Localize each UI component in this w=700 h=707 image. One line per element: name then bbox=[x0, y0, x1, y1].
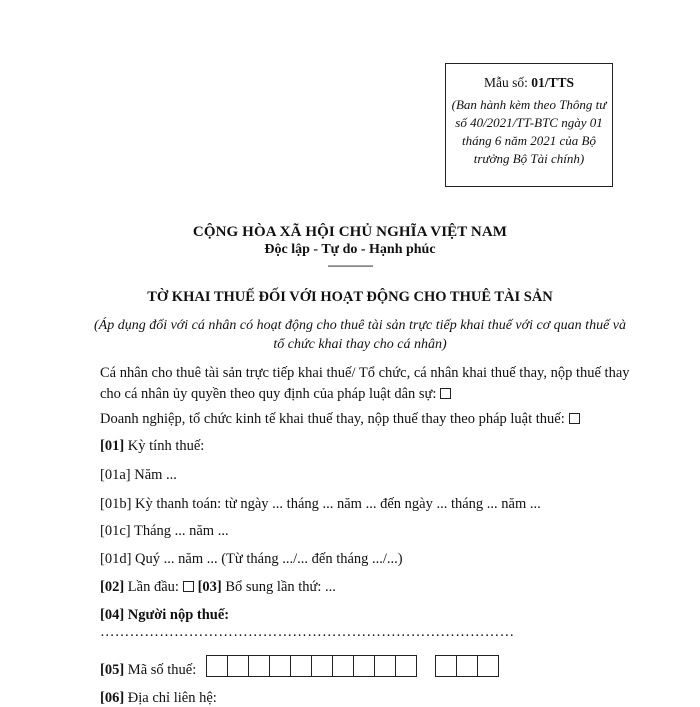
option-individual-label: Cá nhân cho thuê tài sản trực tiếp khai thuế/ Tổ chức, cá nhân khai thuế thay, nộp thuế thay cho cá nhân ủy quyền theo quy định của pháp luật dân sự: bbox=[100, 365, 630, 402]
field-03-label: Bổ sung lần thứ: ... bbox=[221, 579, 336, 595]
field-01b: [01b] Kỳ thanh toán: từ ngày ... tháng ... năm ... đến ngày ... tháng ... năm ... bbox=[100, 496, 541, 512]
checkbox-individual[interactable] bbox=[440, 388, 451, 399]
tax-code-cell[interactable] bbox=[269, 655, 291, 677]
field-06 bbox=[100, 690, 217, 707]
field-01-code: [01] bbox=[100, 438, 125, 454]
tax-code-cell[interactable] bbox=[227, 655, 249, 677]
option-enterprise-label: Doanh nghiệp, tổ chức kinh tế khai thuế thay, nộp thuế thay theo pháp luật thuế: bbox=[100, 411, 565, 427]
field-02-03 bbox=[100, 579, 336, 596]
field-04-code: [04] bbox=[100, 607, 125, 623]
field-01d: [01d] Quý ... năm ... (Từ tháng .../... đến tháng .../...) bbox=[100, 551, 403, 567]
field-06-label: Địa chỉ liên hệ: bbox=[124, 690, 217, 706]
document-subtitle: (Áp dụng đối với cá nhân có hoạt động cho thuê tài sản trực tiếp khai thuế với cơ quan thuế và tổ chức khai thay cho cá nhân) bbox=[93, 318, 626, 352]
checkbox-enterprise[interactable] bbox=[569, 413, 580, 424]
field-01-label: Kỳ tính thuế: bbox=[124, 438, 205, 454]
form-code-box bbox=[445, 63, 613, 187]
field-05 bbox=[100, 662, 196, 679]
tax-code-cell[interactable] bbox=[290, 655, 312, 677]
tax-code-cell[interactable] bbox=[395, 655, 417, 677]
tax-code-cell[interactable] bbox=[206, 655, 228, 677]
option-enterprise bbox=[100, 409, 640, 430]
option-individual bbox=[100, 363, 640, 405]
form-code bbox=[446, 74, 612, 92]
field-01c: [01c] Tháng ... năm ... bbox=[100, 523, 229, 539]
tax-code-cell[interactable] bbox=[332, 655, 354, 677]
taxpayer-name-dots[interactable]: ………………………………………………………………………… bbox=[100, 624, 515, 640]
header-separator: --------------- bbox=[327, 258, 373, 272]
field-05-label: Mã số thuế: bbox=[124, 662, 197, 678]
tax-code-cell[interactable] bbox=[353, 655, 375, 677]
motto: Độc lập - Tự do - Hạnh phúc bbox=[264, 242, 436, 257]
field-02-label: Lần đầu: bbox=[124, 579, 179, 595]
checkbox-first-time[interactable] bbox=[183, 581, 194, 592]
tax-code-cell[interactable] bbox=[435, 655, 457, 677]
tax-code-cell[interactable] bbox=[477, 655, 499, 677]
field-05-code: [05] bbox=[100, 662, 125, 678]
field-04 bbox=[100, 607, 229, 624]
tax-code-cell[interactable] bbox=[374, 655, 396, 677]
field-02-code: [02] bbox=[100, 579, 125, 595]
tax-code-cells[interactable] bbox=[207, 655, 499, 677]
nation-title: CỘNG HÒA XÃ HỘI CHỦ NGHĨA VIỆT NAM bbox=[192, 224, 508, 240]
field-06-code: [06] bbox=[100, 690, 125, 706]
form-code-label: Mẫu số: bbox=[483, 75, 532, 90]
field-04-label: Người nộp thuế: bbox=[124, 607, 230, 623]
field-01 bbox=[100, 438, 204, 455]
tax-code-gap bbox=[417, 655, 436, 677]
form-code-value: 01/TTS bbox=[531, 75, 575, 90]
tax-code-cell[interactable] bbox=[248, 655, 270, 677]
tax-code-cell[interactable] bbox=[311, 655, 333, 677]
document-title: TỜ KHAI THUẾ ĐỐI VỚI HOẠT ĐỘNG CHO THUÊ TÀI SẢN bbox=[147, 289, 553, 305]
field-01a: [01a] Năm ... bbox=[100, 467, 177, 483]
tax-code-cell[interactable] bbox=[456, 655, 478, 677]
field-03-code: [03] bbox=[197, 579, 222, 595]
issued-note: (Ban hành kèm theo Thông tư số 40/2021/TT-BTC ngày 01 tháng 6 năm 2021 của Bộ trưởng Bộ Tài chính) bbox=[451, 97, 607, 166]
